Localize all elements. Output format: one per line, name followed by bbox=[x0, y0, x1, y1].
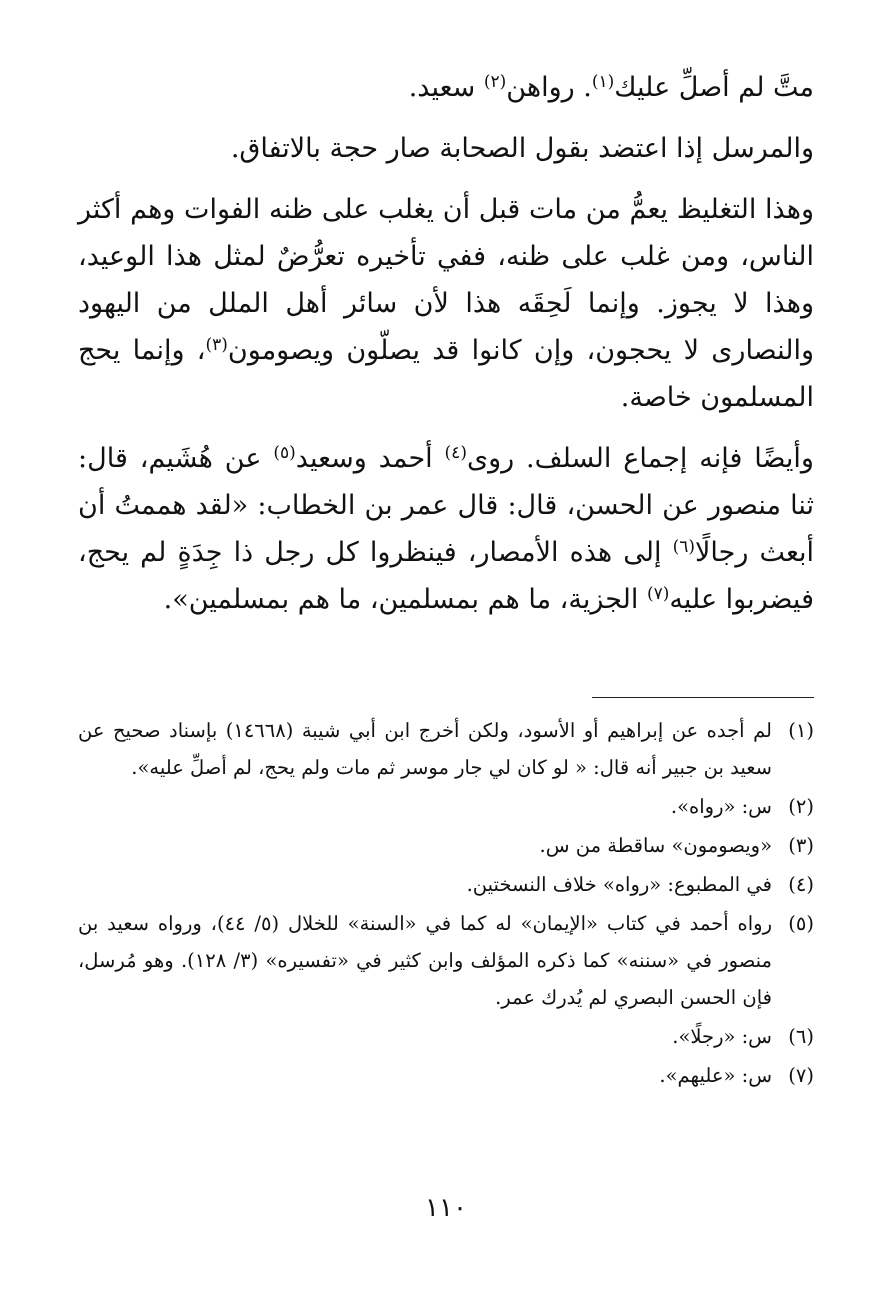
footnote-1 bbox=[78, 712, 814, 786]
text-segment: عن هُشَيم، قال: ثنا منصور عن الحسن، قال: قال عمر بن الخطاب: «لقد هممتُ أن أبعث رجالًا bbox=[78, 443, 815, 568]
footnote-3 bbox=[78, 827, 814, 864]
footnote-text: رواه أحمد في كتاب «الإيمان» له كما في «السنة» للخلال (٥/ ٤٤)، ورواه سعيد بن منصور في «سننه» كما ذكره المؤلف وابن كثير في «تفسيره» (٣/ ١٢٨). وهو مُرسل، فإن الحسن البصري لم يُدرك عمر. bbox=[78, 912, 772, 1009]
paragraph-4 bbox=[78, 435, 814, 623]
text-segment: ، وإنما يحج المسلمون خاصة. bbox=[78, 335, 814, 413]
footnotes bbox=[78, 712, 814, 1096]
paragraph-1 bbox=[78, 64, 814, 111]
footnote-text: «ويصومون» ساقطة من س. bbox=[539, 834, 772, 857]
page-number: ١١٠ bbox=[425, 1193, 467, 1223]
footnote-number: (٥) bbox=[788, 912, 814, 935]
text-segment: أحمد وسعيد bbox=[295, 443, 445, 474]
footnote-ref-3: (٣) bbox=[205, 335, 228, 355]
footnote-text: لم أجده عن إبراهيم أو الأسود، ولكن أخرج ابن أبي شيبة (١٤٦٦٨) بإسناد صحيح عن سعيد بن جبير أنه قال: « لو كان لي جار موسر ثم مات ولم يحج، لم أصلِّ عليه». bbox=[78, 719, 772, 779]
footnote-number: (٢) bbox=[788, 795, 814, 818]
footnote-ref-7: (٧) bbox=[646, 584, 670, 604]
footnote-2 bbox=[78, 788, 814, 825]
text-segment: وهذا التغليظ يعمُّ من مات قبل أن يغلب على ظنه الفوات وهم أكثر الناس، ومن غلب على ظنه، ففي تأخيره تعرُّضٌ لمثل هذا الوعيد، وهذا لا يجوز. وإنما لَحِقَه هذا لأن سائر أهل الملل من اليهود والنصارى لا يحجون، وإن كانوا قد يصلّون ويصومون bbox=[78, 194, 814, 366]
footnote-number: (١) bbox=[788, 719, 814, 742]
paragraph-2: والمرسل إذا اعتضد بقول الصحابة صار حجة بالاتفاق. bbox=[230, 133, 814, 164]
text-segment: متَّ لم أصلِّ عليك bbox=[614, 72, 814, 103]
book-page bbox=[78, 0, 814, 1290]
text-segment: إلى هذه الأمصار، فينظروا كل رجل ذا جِدَةٍ لم يحج، فيضربوا عليه bbox=[78, 537, 814, 615]
footnote-5 bbox=[78, 905, 814, 1016]
footnote-ref-4: (٤) bbox=[444, 443, 467, 463]
footnote-number: (٧) bbox=[788, 1064, 814, 1087]
text-segment: سعيد. bbox=[408, 72, 484, 103]
footnote-6 bbox=[78, 1018, 814, 1055]
footnote-text: س: «رواه». bbox=[670, 795, 772, 818]
text-segment: وأيضًا فإنه إجماع السلف. روى bbox=[466, 443, 814, 474]
footnote-ref-5: (٥) bbox=[273, 443, 296, 463]
text-segment: . رواهن bbox=[506, 72, 592, 103]
footnote-text: س: «رجلًا». bbox=[672, 1025, 772, 1048]
footnote-divider bbox=[592, 697, 814, 698]
main-text bbox=[78, 64, 814, 623]
footnote-ref-2: (٢) bbox=[483, 72, 507, 92]
footnote-number: (٦) bbox=[788, 1025, 814, 1048]
paragraph-3 bbox=[78, 186, 814, 421]
footnote-ref-6: (٦) bbox=[672, 537, 695, 557]
footnote-number: (٤) bbox=[788, 873, 814, 896]
footnote-ref-1: (١) bbox=[591, 72, 615, 92]
footnote-number: (٣) bbox=[788, 834, 814, 857]
text-segment: الجزية، ما هم بمسلمين، ما هم بمسلمين». bbox=[163, 584, 647, 615]
footnote-text: في المطبوع: «رواه» خلاف النسختين. bbox=[466, 873, 772, 896]
footnote-7 bbox=[78, 1057, 814, 1094]
footnote-4 bbox=[78, 866, 814, 903]
footnote-text: س: «عليهم». bbox=[659, 1064, 772, 1087]
